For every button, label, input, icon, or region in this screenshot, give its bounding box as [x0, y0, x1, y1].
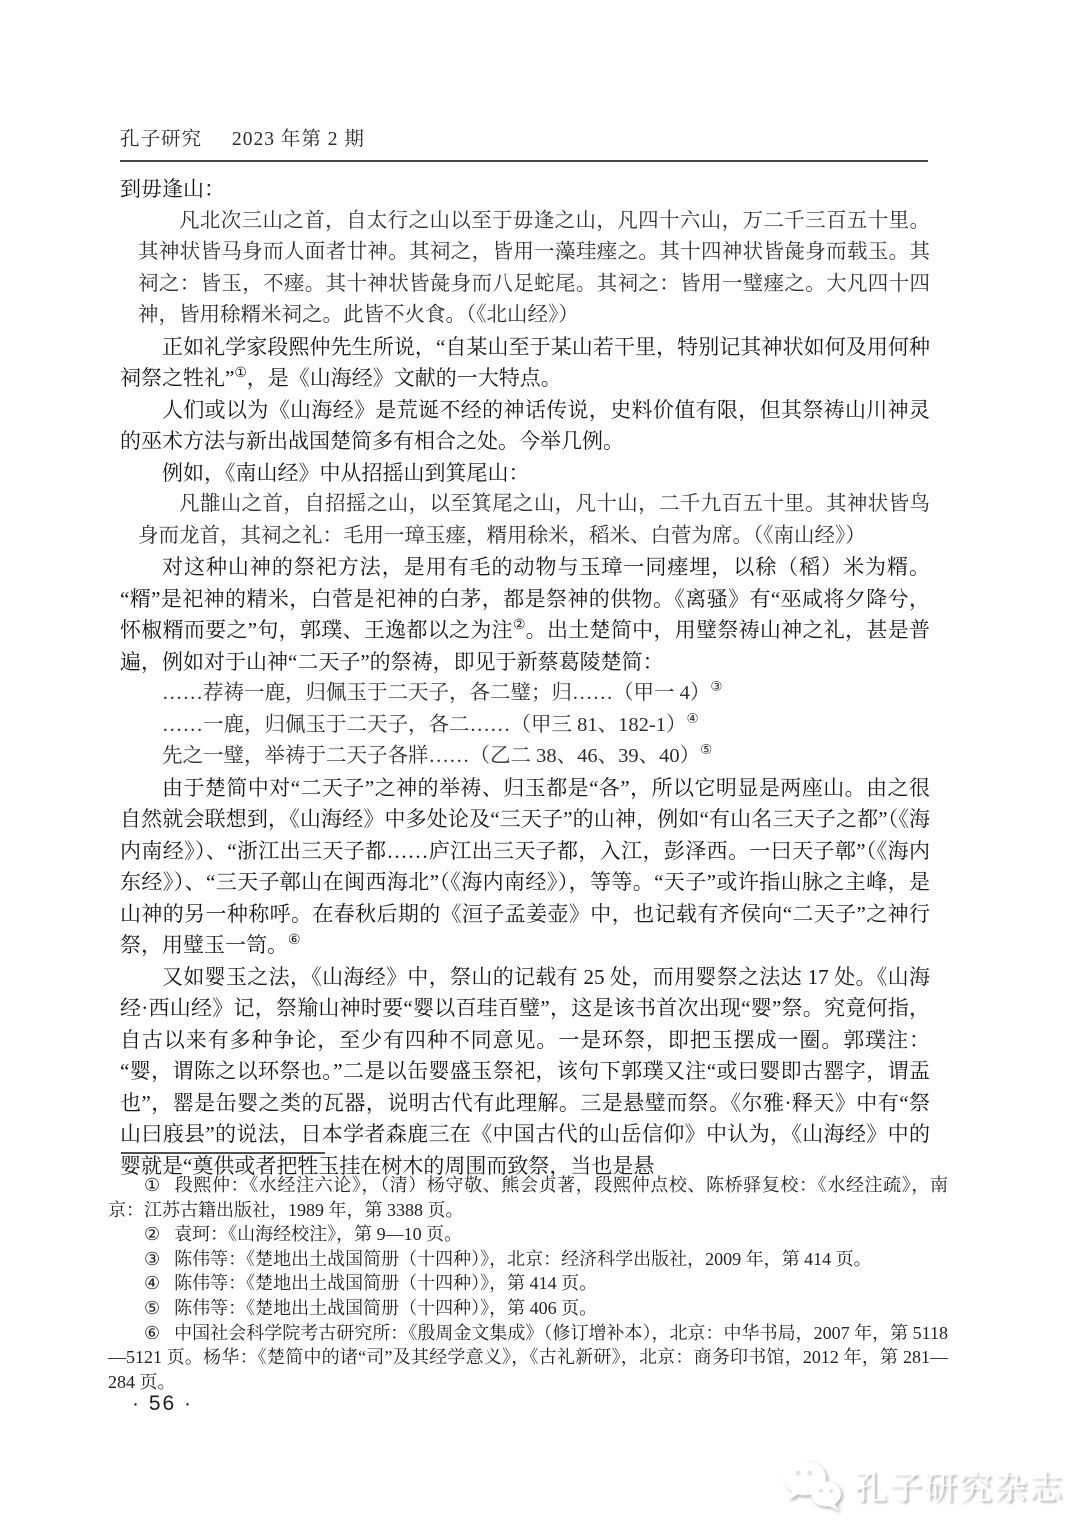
body-paragraph: 到毋逢山：	[120, 177, 225, 201]
footnote-marker: ①	[144, 1175, 161, 1195]
footnote-text: 袁珂：《山海经校注》，第 9—10 页。	[174, 1224, 463, 1245]
issue-label: 2023 年第 2 期	[232, 129, 365, 150]
footnotes	[108, 1173, 948, 1394]
footnote-item	[108, 1222, 948, 1247]
quote-line: 先之一璧，举祷于二天子各牂……（乙二 38、46、39、40）⑤	[162, 742, 713, 767]
footnote-marker: ⑤	[144, 1297, 161, 1318]
body-paragraph: 人们或以为《山海经》是荒诞不经的神话传说，史料价值有限，但其祭祷山川神灵的巫术方法与新出战国楚简多有相合之处。今举几例。	[120, 397, 930, 453]
body-paragraph: 正如礼学家段熙仲先生所说，“自某山至于某山若干里，特别记其神状如何及用何种祠祭之牲礼”①，是《山海经》文献的一大特点。	[120, 334, 930, 390]
body-paragraph: 又如婴玉之法，《山海经》中，祭山的记载有 25 处，而用婴祭之法达 17 处。《山海经·西山经》记，祭羭山神时要“婴以百珪百璧”，这是该书首次出现“婴”祭。究竟何指，自古以来有多种争论，至少有四种不同意见。一是环祭，即把玉摆成一圈。郭璞注：“婴，谓陈之以环祭也。”二是以缶婴盛玉祭祀，该句下郭璞又注“或曰婴即古罂字，谓盂也”，罂是缶婴之类的瓦器，说明古代有此理解。三是悬璧而祭。《尔雅·释天》中有“祭山曰庪县”的说法，日本学者森鹿三在《中国古代的山岳信仰》中认为，《山海经》中的婴就是“奠供或者把牲玉挂在树木的周围而致祭，当也是悬	[120, 964, 930, 1178]
footnote-item	[108, 1296, 948, 1321]
page-number: · 56 ·	[132, 1392, 194, 1415]
quote-line: ……一鹿，归佩玉于二天子，各二……（甲三 81、182-1）④	[162, 710, 699, 736]
block-quote: 凡䧿山之首，自招摇之山，以至箕尾之山，凡十山，二千九百五十里。其神状皆鸟身而龙首，其祠之礼：毛用一璋玉瘗，糈用稌米，稻米、白菅为席。（《南山经》）	[138, 493, 930, 547]
footnote-text: 陈伟等：《楚地出土战国简册（十四种）》，第 414 页。	[174, 1273, 598, 1294]
journal-watermark	[780, 1458, 1064, 1512]
footnote-marker: ②	[144, 1224, 161, 1245]
footnote-marker: ③	[144, 1248, 161, 1269]
wechat-icon	[780, 1458, 846, 1512]
journal-title: 孔子研究	[120, 129, 203, 150]
body-paragraph: 由于楚简中对“二天子”之神的举祷、归玉都是“各”，所以它明显是两座山。由之很自然就会联想到，《山海经》中多处论及“三天子”的山神，例如“有山名三天子之都”（《海内南经》）、“浙江出三天子都……庐江出三天子都，入江，彭泽西。一曰天子鄣”（《海内东经》）、“三天子鄣山在闽西海北”（《海内南经》），等等。“天子”或许指山脉之主峰，是山神的另一种称呼。在春秋后期的《洹子孟姜壶》中，也记载有齐侯向“二天子”之神行祭，用璧玉一笥。⑥	[120, 775, 930, 957]
body-paragraph: 例如，《南山经》中从招摇山到箕尾山：	[162, 460, 530, 485]
footnote-text: 段熙仲：《水经注六论》，（清）杨守敬、熊会贞著，段熙仲点校、陈桥驿复校：《水经注疏》，南京：江苏古籍出版社，1989 年，第 3388 页。	[108, 1175, 948, 1220]
footnote-marker: ④	[144, 1273, 161, 1294]
footnote-separator	[121, 1152, 325, 1154]
footnote-item	[108, 1271, 948, 1296]
running-head	[120, 123, 928, 162]
footnote-text: 中国社会科学院考古研究所：《殷周金文集成》（修订增补本），北京：中华书局，2007 年，第 5118—5121 页。杨华：《楚简中的诸“司”及其经学意义》，《古礼新研》，北京：商务印书馆，2012 年，第 281—284 页。	[108, 1322, 949, 1392]
quote-line: ……荐祷一鹿，归佩玉于二天子，各二璧；归……（甲一 4）③	[162, 679, 723, 704]
watermark-text: 孔子研究杂志	[854, 1468, 1064, 1506]
article-body	[120, 174, 930, 1182]
footnote-text: 陈伟等：《楚地出土战国简册（十四种）》，北京：经济科学出版社，2009 年，第 414 页。	[174, 1248, 872, 1269]
footnote-item	[108, 1321, 948, 1395]
footnote-marker: ⑥	[144, 1322, 161, 1343]
body-paragraph: 对这种山神的祭祀方法，是用有毛的动物与玉璋一同瘗埋，以稌（稻）米为糈。“糈”是祀神的精米，白菅是祀神的白茅，都是祭神的供物。《离骚》有“巫咸将夕降兮，怀椒糈而要之”句，郭璞、王逸都以之为注②。出土楚简中，用璧祭祷山神之礼，甚是普遍，例如对于山神“二天子”的祭祷，即见于新蔡葛陵楚简：	[120, 555, 930, 674]
footnote-item	[108, 1247, 948, 1272]
footnote-text: 陈伟等：《楚地出土战国简册（十四种）》，第 406 页。	[174, 1297, 598, 1318]
block-quote: 凡北次三山之首，自太行之山以至于毋逢之山，凡四十六山，万二千三百五十里。其神状皆马身而人面者廿神。其祠之，皆用一藻珪瘗之。其十四神状皆彘身而载玉。其祠之：皆玉，不瘗。其十神状皆彘身而八足蛇尾。其祠之：皆用一璧瘗之。大凡四十四神，皆用稌糈米祠之。此皆不火食。（《北山经》）	[138, 209, 930, 326]
footnote-item	[108, 1173, 948, 1222]
